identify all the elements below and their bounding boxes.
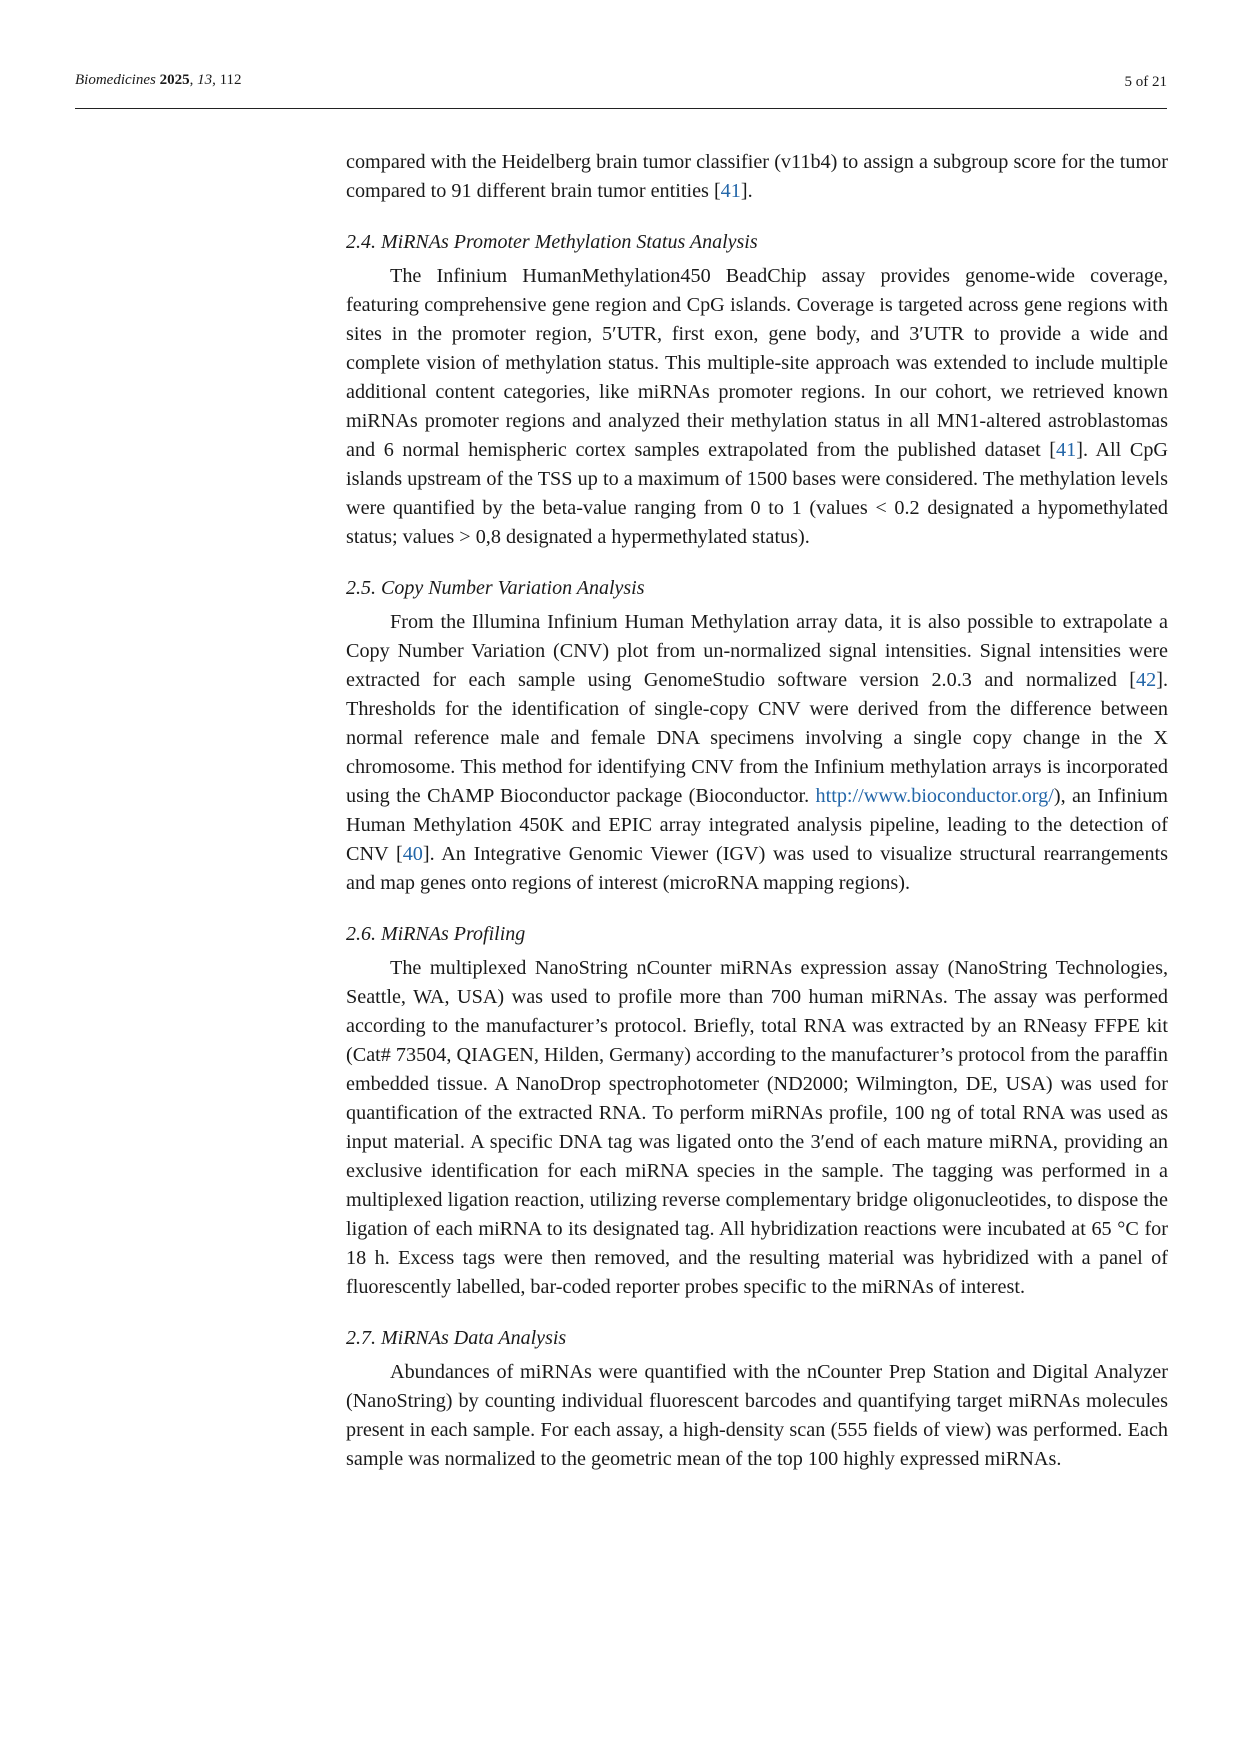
journal-volume: 13 — [197, 72, 213, 88]
section-paragraph: Abundances of miRNAs were quantified with the nCounter Prep Station and Digital Analyzer (NanoString) by counting individual fluorescent barcodes and quantifying target miRNAs molecules present in each sample. For each assay, a high-density scan (555 fields of view) was performed. Each sample was normalized to the geometric mean of the top 100 highly expressed miRNAs. — [346, 1361, 1168, 1470]
journal-citation: Biomedicines 2025, 13, 112 — [75, 72, 242, 88]
article-number: 112 — [219, 72, 242, 88]
citation-link[interactable]: 41 — [1056, 439, 1077, 461]
citation-link[interactable]: 41 — [720, 180, 741, 202]
intro-paragraph — [346, 148, 1168, 206]
paragraph-text: ]. An Integrative Genomic Viewer (IGV) was used to visualize structural rearrangements and map genes onto regions of interest (microRNA mapping regions). — [346, 843, 1169, 894]
page-number: 5 of 21 — [1124, 74, 1167, 90]
paragraph-text: compared with the Heidelberg brain tumor classifier (v11b4) to assign a subgroup score for the tumor compared to 91 different brain tumor entities [ — [346, 151, 1168, 202]
bioconductor-link[interactable]: http://www.bioconductor.org/ — [815, 785, 1054, 807]
paragraph-text: ]. All CpG islands upstream of the TSS up to a maximum of 1500 bases were considered. The methylation levels were quantified by the beta-value ranging from 0 to 1 (values < 0.2 designated a hypomethylated status; values > 0,8 designated a hypermethylated status). — [346, 439, 1168, 548]
journal-name: Biomedicines — [75, 72, 156, 88]
citation-link[interactable]: 42 — [1136, 669, 1157, 691]
journal-year: 2025 — [159, 72, 190, 88]
paragraph-text: ]. Thresholds for the identification of single-copy CNV were derived from the difference between normal reference male and female DNA specimens involving a single copy change in the X chromosome. This method for identifying CNV from the Infinium methylation arrays is incorporated using the ChAMP Bioconductor package (Bioconductor. — [346, 669, 1168, 807]
paragraph-text: ]. — [740, 180, 753, 202]
article-body — [346, 148, 1168, 1474]
section-heading: 2.6. MiRNAs Profiling — [346, 923, 526, 945]
section-paragraph — [346, 608, 1168, 898]
page-header — [75, 72, 1167, 109]
paragraph-text: The Infinium HumanMethylation450 BeadChip assay provides genome-wide coverage, featuring comprehensive gene region and CpG islands. Coverage is targeted across gene regions with sites in the promoter region, 5′UTR, first exon, gene body, and 3′UTR to provide a wide and complete vision of methylation status. This multiple-site approach was extended to include multiple additional content categories, like miRNAs promoter regions. In our cohort, we retrieved known miRNAs promoter regions and analyzed their methylation status in all MN1-altered astroblastomas and 6 normal hemispheric cortex samples extrapolated from the published dataset [ — [346, 265, 1168, 461]
section-heading: 2.4. MiRNAs Promoter Methylation Status Analysis — [346, 231, 758, 253]
citation-link[interactable]: 40 — [402, 843, 423, 865]
section-heading: 2.7. MiRNAs Data Analysis — [346, 1327, 567, 1349]
section-heading: 2.5. Copy Number Variation Analysis — [346, 577, 645, 599]
paragraph-text: ), an Infinium Human Methylation 450K and EPIC array integrated analysis pipeline, leading to the detection of CNV [ — [346, 785, 1168, 865]
section-paragraph — [346, 262, 1168, 552]
section-paragraph: The multiplexed NanoString nCounter miRNAs expression assay (NanoString Technologies, Seattle, WA, USA) was used to profile more than 700 human miRNAs. The assay was performed according to the manufacturer’s protocol. Briefly, total RNA was extracted by an RNeasy FFPE kit (Cat# 73504, QIAGEN, Hilden, Germany) according to the manufacturer’s protocol from the paraffin embedded tissue. A NanoDrop spectrophotometer (ND2000; Wilmington, DE, USA) was used for quantification of the extracted RNA. To perform miRNAs profile, 100 ng of total RNA was used as input material. A specific DNA tag was ligated onto the 3′end of each mature miRNA, providing an exclusive identification for each miRNA species in the sample. The tagging was performed in a multiplexed ligation reaction, utilizing reverse complementary bridge oligonucleotides, to dispose the ligation of each miRNA to its designated tag. All hybridization reactions were incubated at 65 °C for 18 h. Excess tags were then removed, and the resulting material was hybridized with a panel of fluorescently labelled, bar-coded reporter probes specific to the miRNAs of interest. — [346, 957, 1168, 1298]
paragraph-text: From the Illumina Infinium Human Methylation array data, it is also possible to extrapolate a Copy Number Variation (CNV) plot from un-normalized signal intensities. Signal intensities were extracted for each sample using GenomeStudio software version 2.0.3 and normalized [ — [346, 611, 1168, 691]
